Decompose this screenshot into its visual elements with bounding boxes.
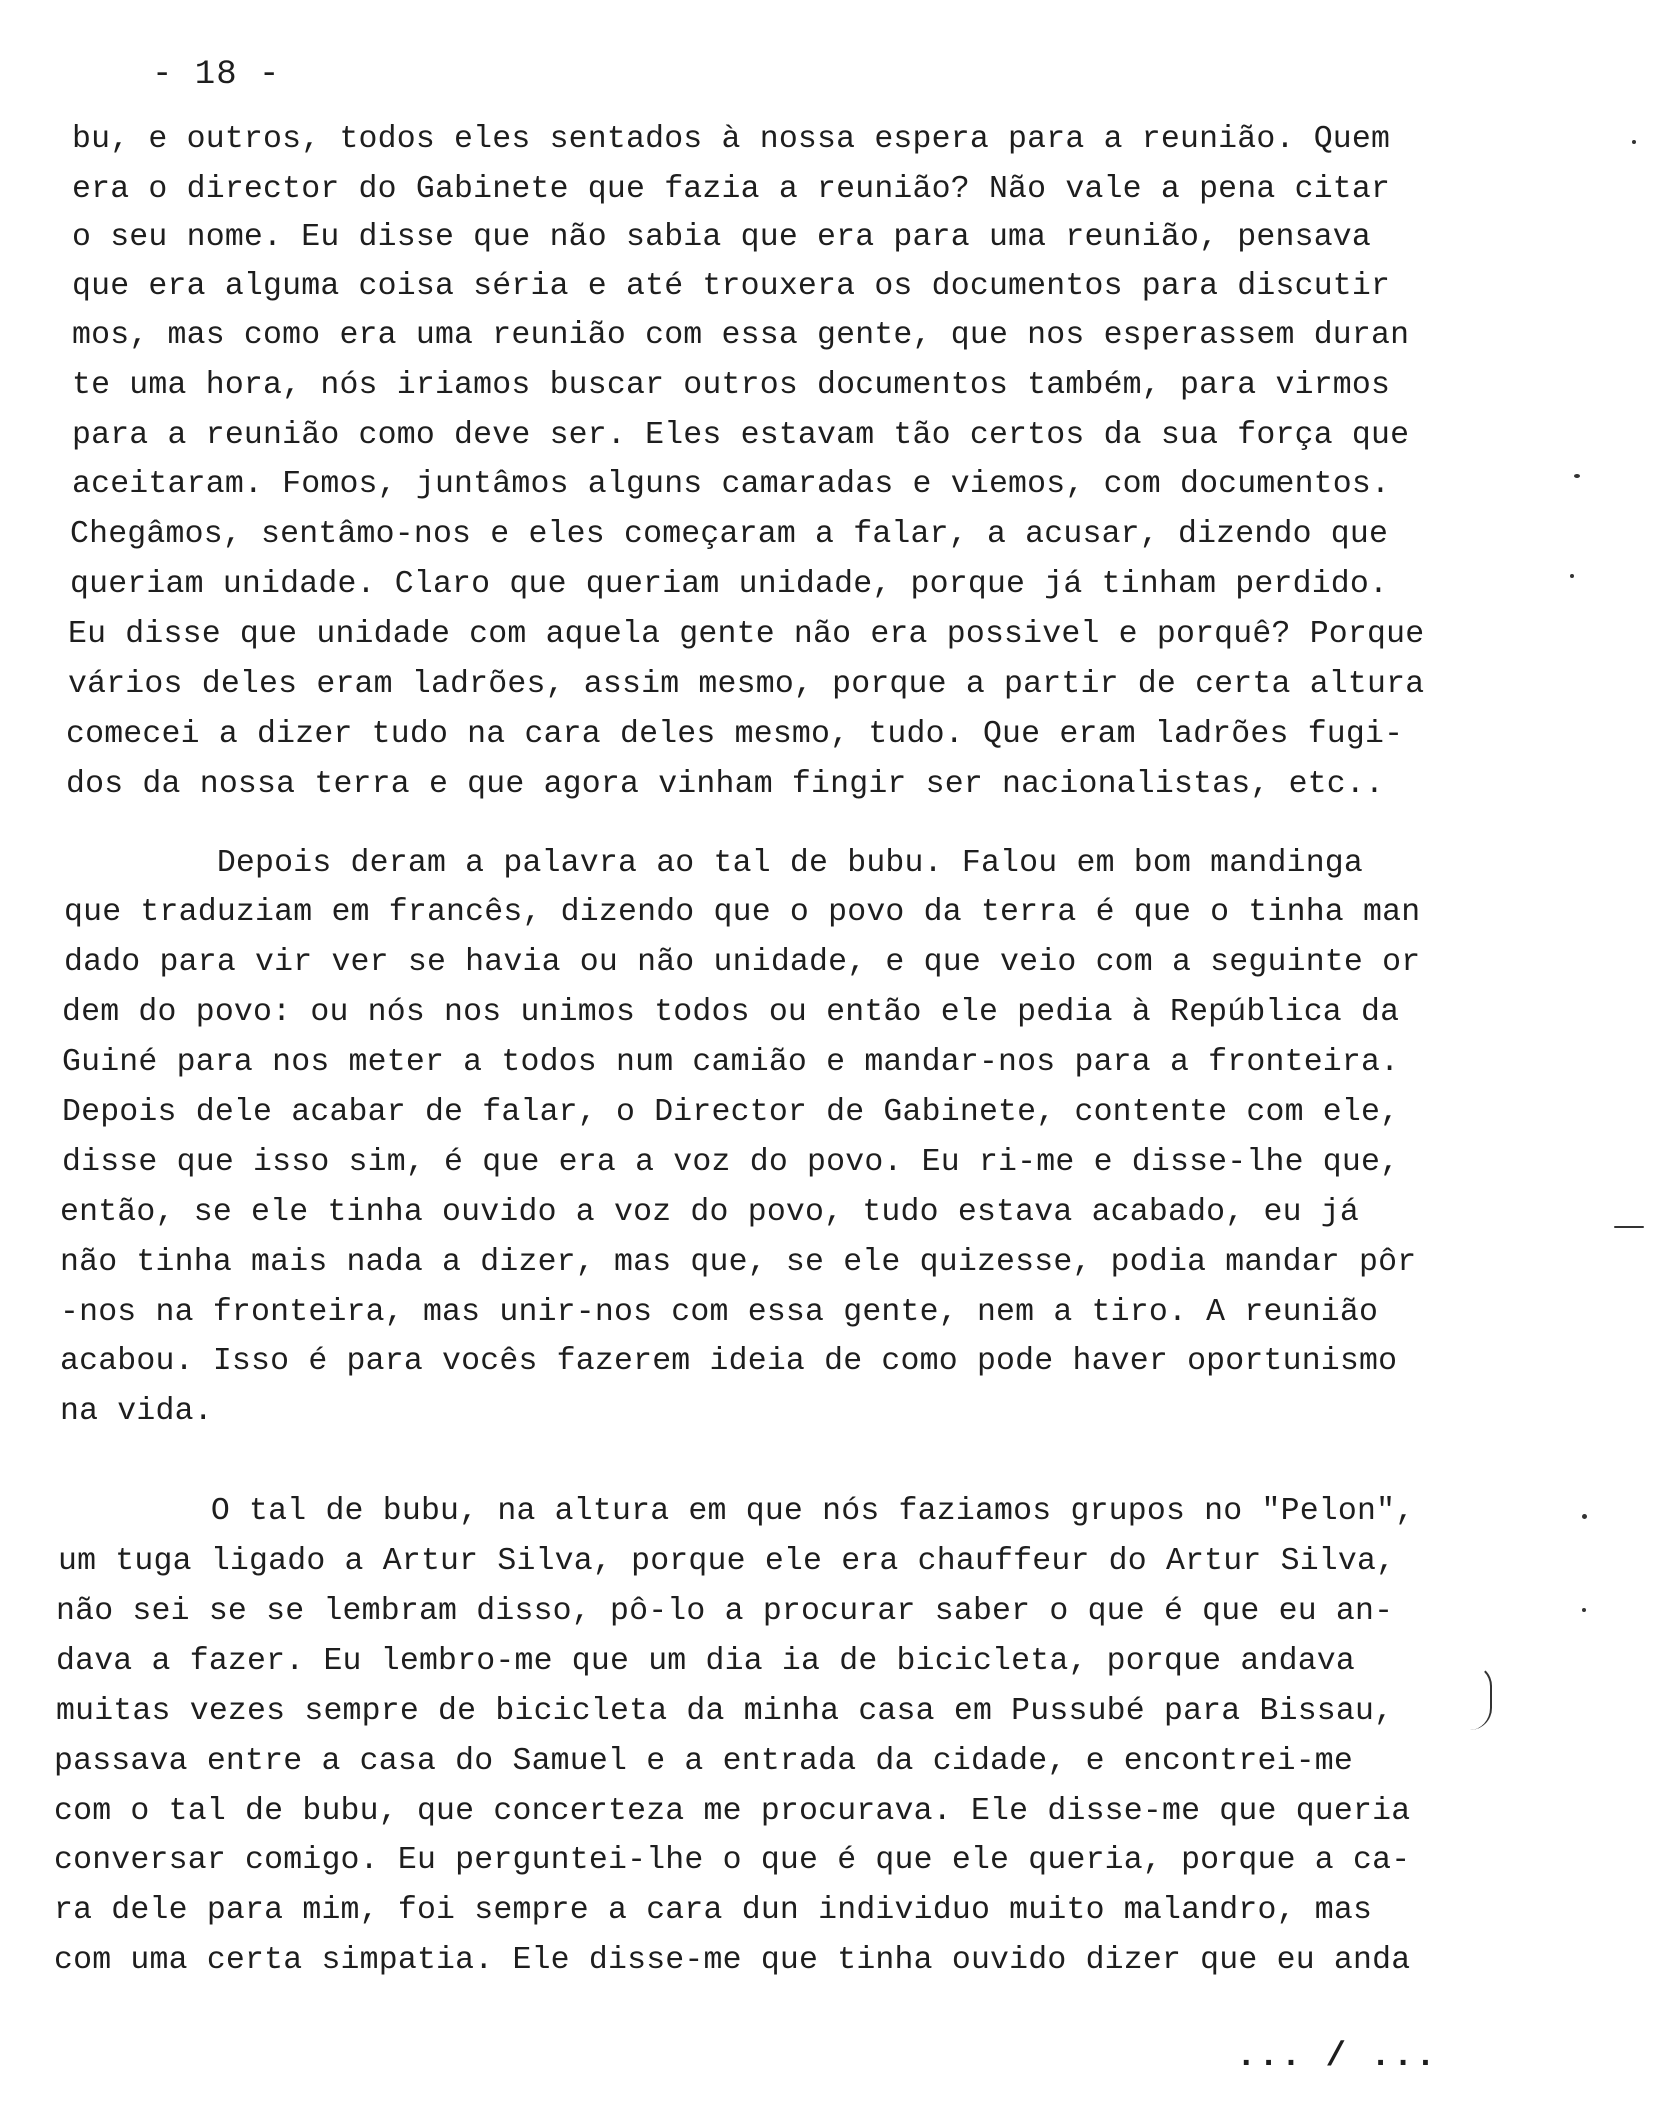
- scan-speck: [1582, 1608, 1586, 1612]
- scan-speck: [1574, 474, 1580, 478]
- scan-speck: [1582, 1514, 1587, 1519]
- text-line: vários deles eram ladrões, assim mesmo, porque a partir de certa altura: [68, 667, 1425, 702]
- text-line: na vida.: [60, 1394, 213, 1429]
- text-line: aceitaram. Fomos, juntâmos alguns camaradas e viemos, com documentos.: [72, 467, 1391, 502]
- text-line: com o tal de bubu, que concerteza me procurava. Ele disse-me que queria: [54, 1794, 1411, 1829]
- text-line: comecei a dizer tudo na cara deles mesmo, tudo. Que eram ladrões fugi-: [66, 717, 1404, 752]
- text-line: mos, mas como era uma reunião com essa gente, que nos esperassem duran: [72, 318, 1410, 353]
- scan-speck: [1632, 140, 1636, 144]
- text-line: muitas vezes sempre de bicicleta da minha casa em Pussubé para Bissau,: [56, 1694, 1394, 1729]
- text-line: dava a fazer. Eu lembro-me que um dia ia de bicicleta, porque andava: [56, 1644, 1356, 1679]
- continuation-mark: ... / ...: [1236, 2038, 1438, 2076]
- text-line: O tal de bubu, na altura em que nós faziamos grupos no "Pelon",: [58, 1494, 1415, 1529]
- text-line: Chegâmos, sentâmo-nos e eles começaram a falar, a acusar, dizendo que: [70, 517, 1389, 552]
- text-line: Guiné para nos meter a todos num camião e mandar-nos para a fronteira.: [62, 1045, 1400, 1080]
- text-line: Depois dele acabar de falar, o Director de Gabinete, contente com ele,: [62, 1095, 1400, 1130]
- text-line: disse que isso sim, é que era a voz do povo. Eu ri-me e disse-lhe que,: [62, 1145, 1400, 1180]
- text-line: queriam unidade. Claro que queriam unidade, porque já tinham perdido.: [70, 567, 1389, 602]
- text-line: que era alguma coisa séria e até trouxera os documentos para discutir: [72, 269, 1391, 304]
- text-line: dem do povo: ou nós nos unimos todos ou então ele pedia à República da: [62, 995, 1400, 1030]
- text-line: para a reunião como deve ser. Eles estavam tão certos da sua força que: [72, 418, 1410, 453]
- text-line: um tuga ligado a Artur Silva, porque ele era chauffeur do Artur Silva,: [58, 1544, 1396, 1579]
- text-line: não sei se se lembram disso, pô-lo a procurar saber o que é que eu an-: [56, 1594, 1394, 1629]
- page-number: - 18 -: [152, 56, 281, 94]
- text-line: acabou. Isso é para vocês fazerem ideia de como pode haver oportunismo: [60, 1344, 1398, 1379]
- scan-speck: [1570, 574, 1574, 578]
- text-line: então, se ele tinha ouvido a voz do povo, tudo estava acabado, eu já: [60, 1195, 1360, 1230]
- text-line: dado para vir ver se havia ou não unidade, e que veio com a seguinte or: [64, 945, 1421, 980]
- text-line: -nos na fronteira, mas unir-nos com essa gente, nem a tiro. A reunião: [60, 1295, 1379, 1330]
- text-line: não tinha mais nada a dizer, mas que, se ele quizesse, podia mandar pôr: [60, 1245, 1417, 1280]
- text-line: Eu disse que unidade com aquela gente não era possivel e porquê? Porque: [68, 617, 1425, 652]
- text-line: com uma certa simpatia. Ele disse-me que tinha ouvido dizer que eu anda: [54, 1943, 1411, 1978]
- text-line: bu, e outros, todos eles sentados à nossa espera para a reunião. Quem: [72, 122, 1391, 157]
- margin-bracket-mark: [1470, 1664, 1492, 1730]
- text-line: conversar comigo. Eu perguntei-lhe o que é que ele queria, porque a ca-: [54, 1843, 1411, 1878]
- scan-speck: [1614, 1226, 1644, 1228]
- text-line: Depois deram a palavra ao tal de bubu. Falou em bom mandinga: [64, 846, 1364, 881]
- text-line: te uma hora, nós iriamos buscar outros documentos também, para virmos: [72, 368, 1391, 403]
- text-line: era o director do Gabinete que fazia a reunião? Não vale a pena citar: [72, 172, 1391, 207]
- text-line: que traduziam em francês, dizendo que o povo da terra é que o tinha man: [64, 895, 1421, 930]
- text-line: o seu nome. Eu disse que não sabia que era para uma reunião, pensava: [72, 220, 1372, 255]
- text-line: dos da nossa terra e que agora vinham fingir ser nacionalistas, etc..: [66, 767, 1385, 802]
- text-line: ra dele para mim, foi sempre a cara dun individuo muito malandro, mas: [54, 1893, 1373, 1928]
- text-line: passava entre a casa do Samuel e a entrada da cidade, e encontrei-me: [54, 1744, 1354, 1779]
